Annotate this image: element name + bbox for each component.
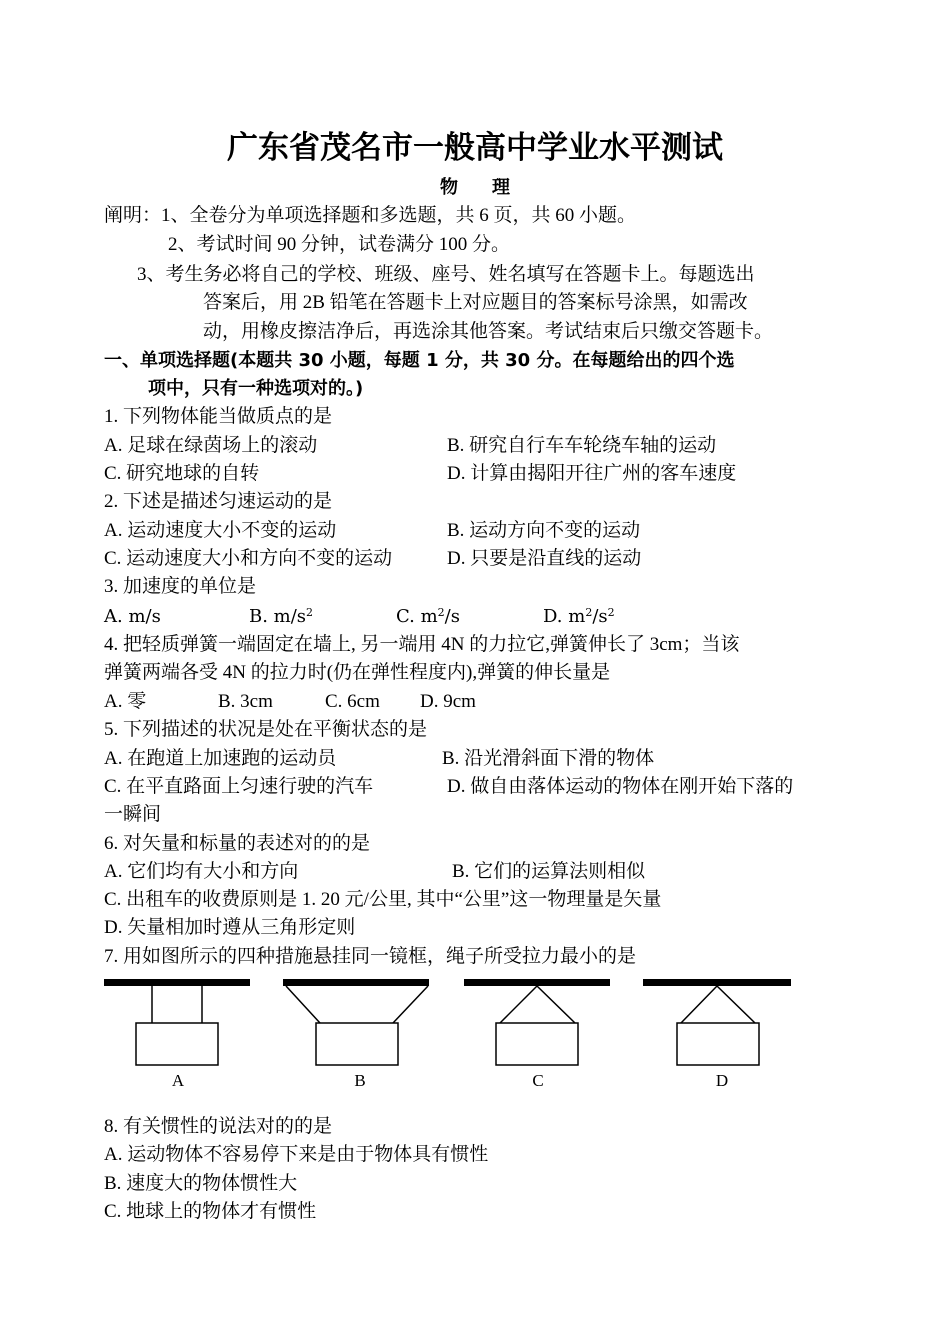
option-d-exponent-2: 2 <box>607 606 615 619</box>
instruction-item-3-cont2: 动，用橡皮擦洁净后，再选涂其他答案。考试结束后只缴交答题卡。 <box>203 321 774 342</box>
ceiling-bar-d <box>643 979 791 986</box>
figure-b <box>283 979 429 1090</box>
question-5-option-b: B. 沿光滑斜面下滑的物体 <box>442 748 655 769</box>
option-c-exponent: 2 <box>437 606 445 619</box>
question-1-option-d: D. 计算由揭阳开往广州的客车速度 <box>447 463 737 484</box>
rope-c-right <box>537 986 575 1023</box>
question-4-stem-cont: 弹簧两端各受 4N 的拉力时(仍在弹性程度内),弹簧的伸长量是 <box>104 662 611 683</box>
rope-d-right <box>717 986 755 1023</box>
instruction-item-1: 1、全卷分为单项选择题和多选题，共 6 页，共 60 小题。 <box>161 205 637 226</box>
instruction-item-2: 2、考试时间 90 分钟，试卷满分 100 分。 <box>168 234 511 255</box>
figure-label-c: C <box>532 1071 544 1090</box>
section-heading: 一、单项选择题(本题共 30 小题，每题 1 分，共 30 分。在每题给出的四个选 <box>104 350 735 371</box>
section-heading-cont: 项中，只有一种选项对的。) <box>148 378 364 399</box>
instructions-label: 阐明： <box>104 205 162 226</box>
question-1-option-c: C. 研究地球的自转 <box>104 463 260 484</box>
question-1-option-a: A. 足球在绿茵场上的滚动 <box>104 435 318 456</box>
question-3-stem: 3. 加速度的单位是 <box>104 576 257 597</box>
question-3-option-c <box>396 603 460 631</box>
figure-d <box>643 979 791 1090</box>
instruction-item-3: 3、考生务必将自己的学校、班级、座号、姓名填写在答题卡上。每题选出 <box>137 264 755 285</box>
question-1-stem: 1. 下列物体能当做质点的是 <box>104 406 333 427</box>
question-6-option-b: B. 它们的运算法则相似 <box>452 861 646 882</box>
question-4-option-b: B. 3cm <box>218 691 273 712</box>
subject-heading: 物理 <box>440 177 544 198</box>
frame-c <box>496 1023 578 1065</box>
question-2-stem: 2. 下述是描述匀速运动的是 <box>104 491 333 512</box>
frame-d <box>677 1023 759 1065</box>
question-3-option-d <box>543 603 615 631</box>
option-b-exponent: 2 <box>306 606 314 619</box>
option-c-text: C. m <box>396 606 438 627</box>
figure-label-d: D <box>715 1071 729 1090</box>
question-6-option-a: A. 它们均有大小和方向 <box>104 861 299 882</box>
question-4-option-a: A. 零 <box>104 691 147 712</box>
rope-b-left <box>286 986 320 1023</box>
question-1-option-b: B. 研究自行车车轮绕车轴的运动 <box>447 435 717 456</box>
question-4-option-d: D. 9cm <box>420 691 476 712</box>
question-2-option-b: B. 运动方向不变的运动 <box>447 520 641 541</box>
question-2-option-a: A. 运动速度大小不变的运动 <box>104 520 337 541</box>
figure-c <box>464 979 610 1090</box>
question-5-option-d-cont: 一瞬间 <box>104 804 162 825</box>
question-8-stem: 8. 有关惯性的说法对的的是 <box>104 1116 333 1137</box>
figure-label-b: B <box>354 1071 366 1090</box>
question-3-option-b <box>249 603 313 631</box>
question-8-option-c: C. 地球上的物体才有惯性 <box>104 1201 317 1222</box>
option-d-exponent: 2 <box>585 606 593 619</box>
question-6-option-c: C. 出租车的收费原则是 1. 20 元/公里, 其中“公里”这一物理量是矢量 <box>104 889 662 910</box>
option-c-text-tail: /s <box>444 606 460 627</box>
question-3-option-a: A. m/s <box>104 606 161 627</box>
question-5-stem: 5. 下列描述的状况是处在平衡状态的是 <box>104 719 428 740</box>
question-5-option-c: C. 在平直路面上匀速行驶的汽车 <box>104 776 374 797</box>
frame-b <box>316 1023 398 1065</box>
question-2-option-d: D. 只要是沿直线的运动 <box>447 548 642 569</box>
rope-d-left <box>681 986 717 1023</box>
ceiling-bar-b <box>283 979 429 986</box>
ceiling-bar-c <box>464 979 610 986</box>
ceiling-bar-a <box>104 979 250 986</box>
question-5-option-a: A. 在跑道上加速跑的运动员 <box>104 748 337 769</box>
figure-a <box>104 979 250 1090</box>
instruction-item-3-cont: 答案后，用 2B 铅笔在答题卡上对应题目的答案标号涂黑，如需改 <box>203 292 748 313</box>
option-d-text: D. m <box>543 606 586 627</box>
instructions-prefix <box>104 202 636 230</box>
question-5-option-d: D. 做自由落体运动的物体在刚开始下落的 <box>447 776 794 797</box>
question-4-option-c: C. 6cm <box>325 691 380 712</box>
page-title: 广东省茂名市一般高中学业水平测试 <box>227 130 723 166</box>
rope-c-left <box>500 986 537 1023</box>
question-4-stem: 4. 把轻质弹簧一端固定在墙上, 另一端用 4N 的力拉它,弹簧伸长了 3cm；当该 <box>104 634 740 655</box>
rope-b-right <box>393 986 428 1023</box>
question-7-stem: 7. 用如图所示的四种措施悬挂同一镜框，绳子所受拉力最小的是 <box>104 946 637 967</box>
frame-a <box>136 1023 218 1065</box>
figure-label-a: A <box>171 1071 185 1090</box>
option-b-text: B. m/s <box>249 606 307 627</box>
hanging-frames-figure <box>0 970 950 1100</box>
question-6-stem: 6. 对矢量和标量的表述对的的是 <box>104 833 371 854</box>
option-d-text-mid: /s <box>592 606 608 627</box>
question-8-option-a: A. 运动物体不容易停下来是由于物体具有惯性 <box>104 1144 489 1165</box>
question-8-option-b: B. 速度大的物体惯性大 <box>104 1173 298 1194</box>
question-2-option-c: C. 运动速度大小和方向不变的运动 <box>104 548 393 569</box>
question-6-option-d: D. 矢量相加时遵从三角形定则 <box>104 917 356 938</box>
